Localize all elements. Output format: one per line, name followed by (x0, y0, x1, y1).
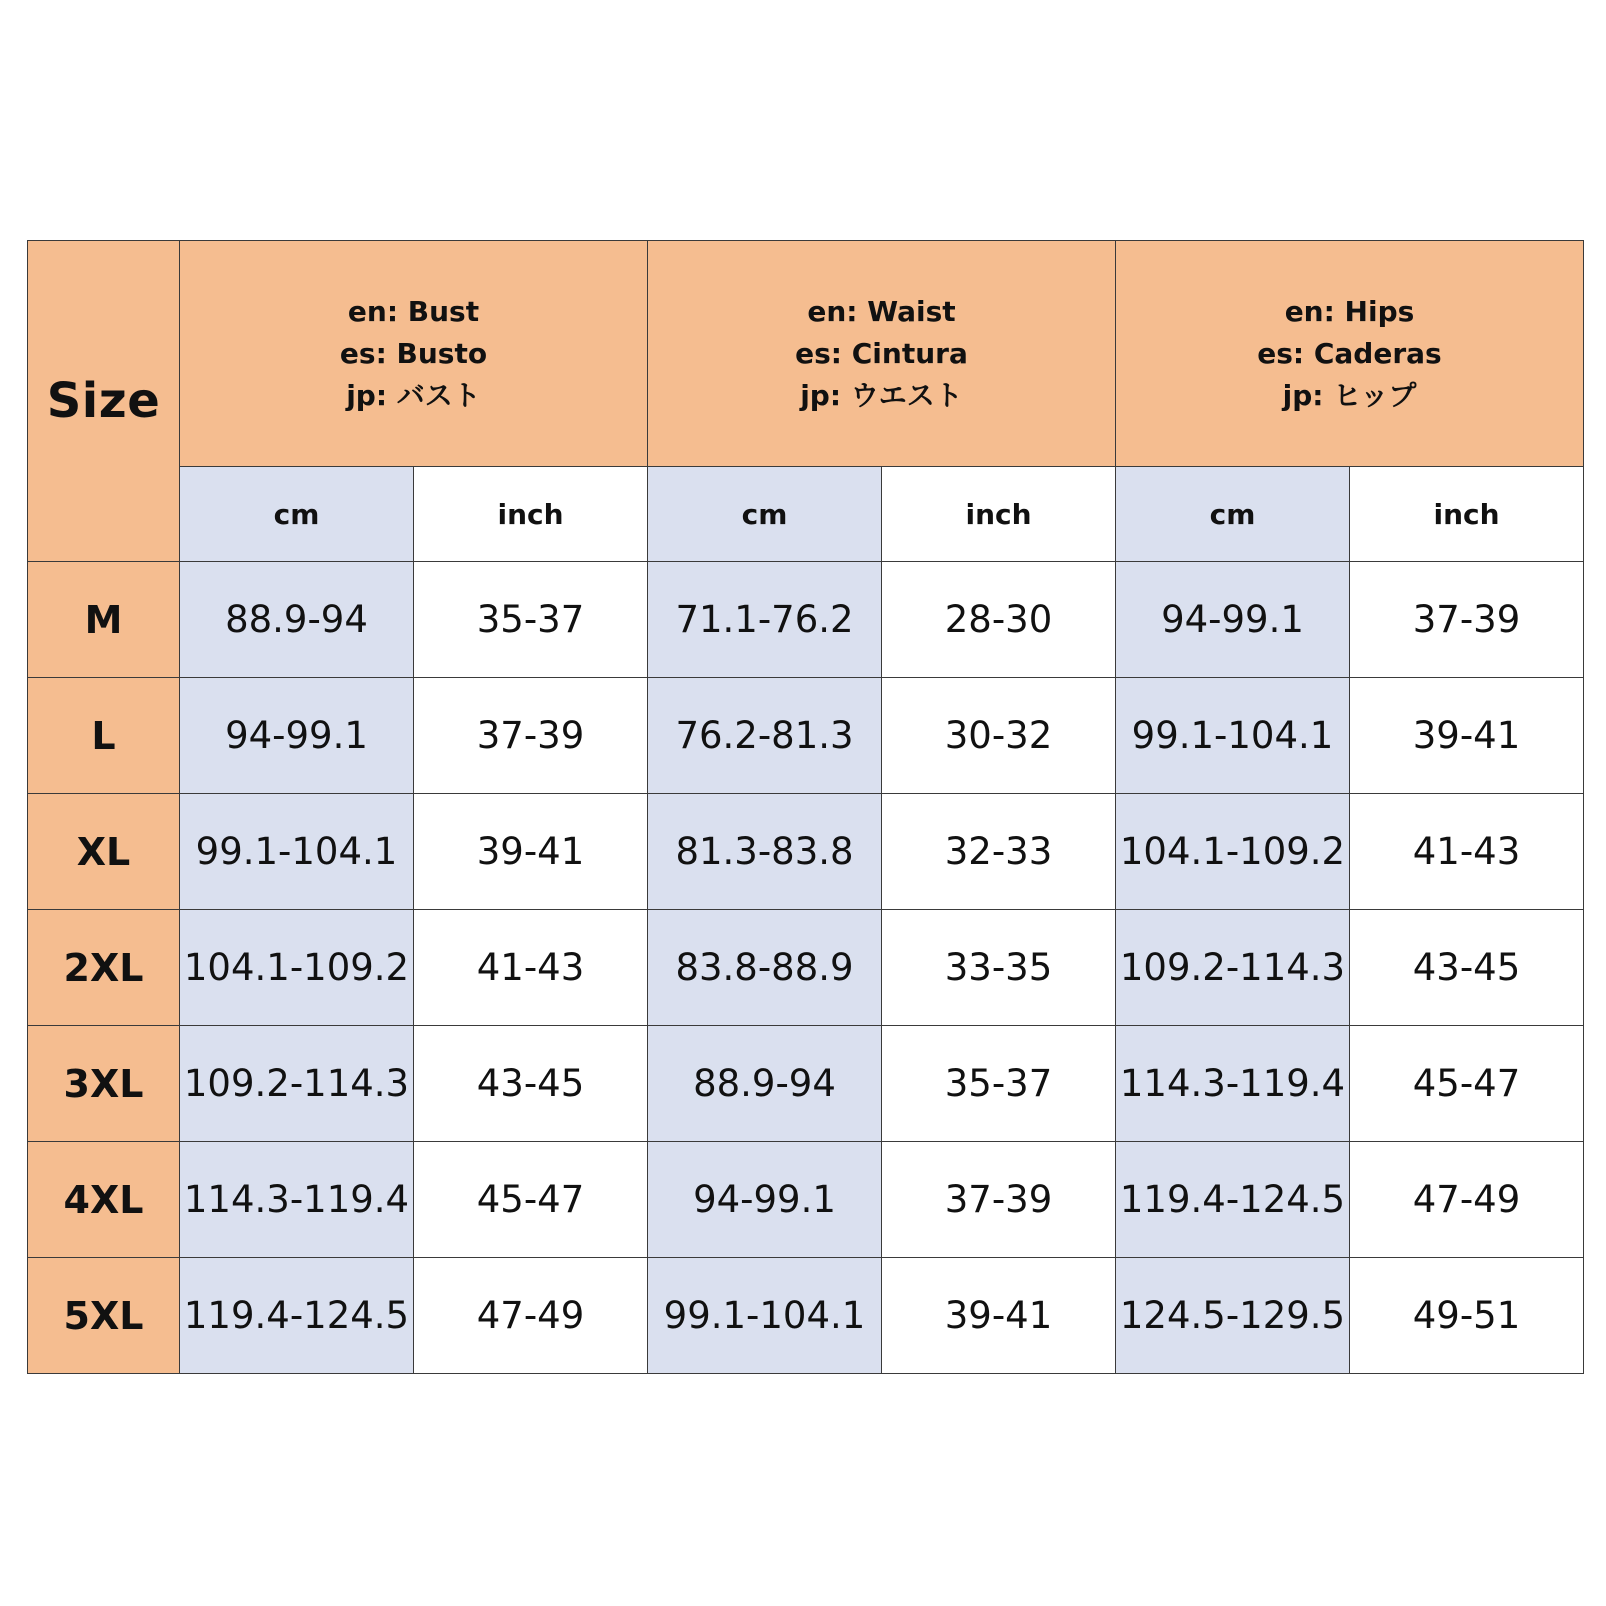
waist-cm-header (648, 467, 882, 562)
waist-inch-cell (882, 1142, 1116, 1258)
cell-value: 35-37 (476, 598, 585, 641)
cell-value: 81.3-83.8 (675, 830, 854, 873)
cell-value: 94-99.1 (1161, 598, 1304, 641)
unit-label: cm (273, 497, 320, 531)
size-cell: 5XL (28, 1258, 180, 1374)
size-cell: 4XL (28, 1142, 180, 1258)
unit-label: cm (741, 497, 788, 531)
waist-label-en: en: Waist (807, 294, 956, 328)
bust-cm-cell (180, 1258, 414, 1374)
cell-value: 39-41 (476, 830, 585, 873)
cell-value: 88.9-94 (225, 598, 368, 641)
table-row (28, 678, 1584, 794)
cell-value: 37-39 (944, 1178, 1053, 1221)
bust-cm-header (180, 467, 414, 562)
table-row (28, 1258, 1584, 1374)
cell-value: 109.2-114.3 (1119, 946, 1346, 989)
bust-inch-cell (414, 1142, 648, 1258)
cell-value: 47-49 (1412, 1178, 1521, 1221)
cell-value: 94-99.1 (225, 714, 368, 757)
cell-value: 114.3-119.4 (1119, 1062, 1346, 1105)
bust-inch-cell (414, 794, 648, 910)
size-header-label: Size (46, 373, 161, 429)
cell-value: 109.2-114.3 (183, 1062, 410, 1105)
size-cell: M (28, 562, 180, 678)
bust-cm-cell (180, 1026, 414, 1142)
cell-value: 104.1-109.2 (1119, 830, 1346, 873)
hips-label-en: en: Hips (1284, 294, 1415, 328)
hips-cm-cell (1116, 562, 1350, 678)
cell-value: 99.1-104.1 (1131, 714, 1334, 757)
hips-inch-cell (1350, 562, 1584, 678)
cell-value: 43-45 (1412, 946, 1521, 989)
bust-header-cell (180, 241, 648, 467)
cell-value: 99.1-104.1 (195, 830, 398, 873)
hips-inch-cell (1350, 678, 1584, 794)
cell-value: 49-51 (1412, 1294, 1521, 1337)
size-header-cell (28, 241, 180, 562)
cell-value: 33-35 (944, 946, 1053, 989)
cell-value: 37-39 (1412, 598, 1521, 641)
waist-cm-cell (648, 1026, 882, 1142)
cell-value: 41-43 (1412, 830, 1521, 873)
waist-cm-cell (648, 910, 882, 1026)
hips-cm-cell (1116, 1026, 1350, 1142)
bust-label-es: es: Busto (339, 336, 488, 370)
cell-value: 37-39 (476, 714, 585, 757)
waist-cm-cell (648, 1142, 882, 1258)
size-cell: L (28, 678, 180, 794)
cell-value: 83.8-88.9 (675, 946, 854, 989)
unit-label: inch (497, 497, 564, 531)
bust-label-jp: jp: バスト (346, 378, 481, 412)
bust-inch-cell (414, 910, 648, 1026)
bust-inch-header (414, 467, 648, 562)
cell-value: 99.1-104.1 (663, 1294, 866, 1337)
cell-value: 28-30 (944, 598, 1053, 641)
cell-value: 39-41 (944, 1294, 1053, 1337)
cell-value: 32-33 (944, 830, 1053, 873)
cell-value: 30-32 (944, 714, 1053, 757)
unit-label: cm (1209, 497, 1256, 531)
table-row (28, 1142, 1584, 1258)
waist-inch-cell (882, 1258, 1116, 1374)
hips-cm-cell (1116, 1258, 1350, 1374)
waist-cm-cell (648, 1258, 882, 1374)
unit-label: inch (1433, 497, 1500, 531)
waist-cm-cell (648, 794, 882, 910)
waist-cm-cell (648, 678, 882, 794)
hips-inch-header (1350, 467, 1584, 562)
cell-value: 119.4-124.5 (1119, 1178, 1346, 1221)
waist-label-es: es: Cintura (795, 336, 968, 370)
cell-value: 39-41 (1412, 714, 1521, 757)
header-row (28, 241, 1584, 467)
size-cell: XL (28, 794, 180, 910)
cell-value: 119.4-124.5 (183, 1294, 410, 1337)
cell-value: 41-43 (476, 946, 585, 989)
cell-value: 76.2-81.3 (675, 714, 854, 757)
hips-inch-cell (1350, 910, 1584, 1026)
bust-cm-cell (180, 794, 414, 910)
bust-inch-cell (414, 1026, 648, 1142)
waist-inch-cell (882, 794, 1116, 910)
cell-value: 43-45 (476, 1062, 585, 1105)
size-chart-table (27, 240, 1584, 1374)
waist-inch-cell (882, 910, 1116, 1026)
bust-inch-cell (414, 678, 648, 794)
waist-inch-cell (882, 678, 1116, 794)
size-cell: 3XL (28, 1026, 180, 1142)
cell-value: 94-99.1 (693, 1178, 836, 1221)
hips-cm-cell (1116, 794, 1350, 910)
bust-cm-cell (180, 562, 414, 678)
cell-value: 45-47 (476, 1178, 585, 1221)
hips-cm-header (1116, 467, 1350, 562)
hips-cm-cell (1116, 678, 1350, 794)
unit-row (28, 467, 1584, 562)
waist-header-cell (648, 241, 1116, 467)
table-row (28, 910, 1584, 1026)
cell-value: 45-47 (1412, 1062, 1521, 1105)
bust-inch-cell (414, 562, 648, 678)
bust-cm-cell (180, 1142, 414, 1258)
hips-cm-cell (1116, 910, 1350, 1026)
hips-inch-cell (1350, 1142, 1584, 1258)
cell-value: 124.5-129.5 (1119, 1294, 1346, 1337)
table-row (28, 1026, 1584, 1142)
hips-header-cell (1116, 241, 1584, 467)
hips-inch-cell (1350, 1258, 1584, 1374)
cell-value: 35-37 (944, 1062, 1053, 1105)
hips-label-jp: jp: ヒップ (1282, 378, 1417, 412)
waist-cm-cell (648, 562, 882, 678)
unit-label: inch (965, 497, 1032, 531)
hips-cm-cell (1116, 1142, 1350, 1258)
hips-label-es: es: Caderas (1257, 336, 1442, 370)
waist-inch-cell (882, 562, 1116, 678)
cell-value: 47-49 (476, 1294, 585, 1337)
bust-cm-cell (180, 910, 414, 1026)
hips-inch-cell (1350, 1026, 1584, 1142)
hips-inch-cell (1350, 794, 1584, 910)
table-row (28, 562, 1584, 678)
cell-value: 104.1-109.2 (183, 946, 410, 989)
waist-inch-cell (882, 1026, 1116, 1142)
size-cell: 2XL (28, 910, 180, 1026)
table-row (28, 794, 1584, 910)
cell-value: 71.1-76.2 (675, 598, 854, 641)
bust-cm-cell (180, 678, 414, 794)
waist-label-jp: jp: ウエスト (800, 378, 963, 412)
waist-inch-header (882, 467, 1116, 562)
cell-value: 88.9-94 (693, 1062, 836, 1105)
bust-inch-cell (414, 1258, 648, 1374)
bust-label-en: en: Bust (347, 294, 480, 328)
cell-value: 114.3-119.4 (183, 1178, 410, 1221)
